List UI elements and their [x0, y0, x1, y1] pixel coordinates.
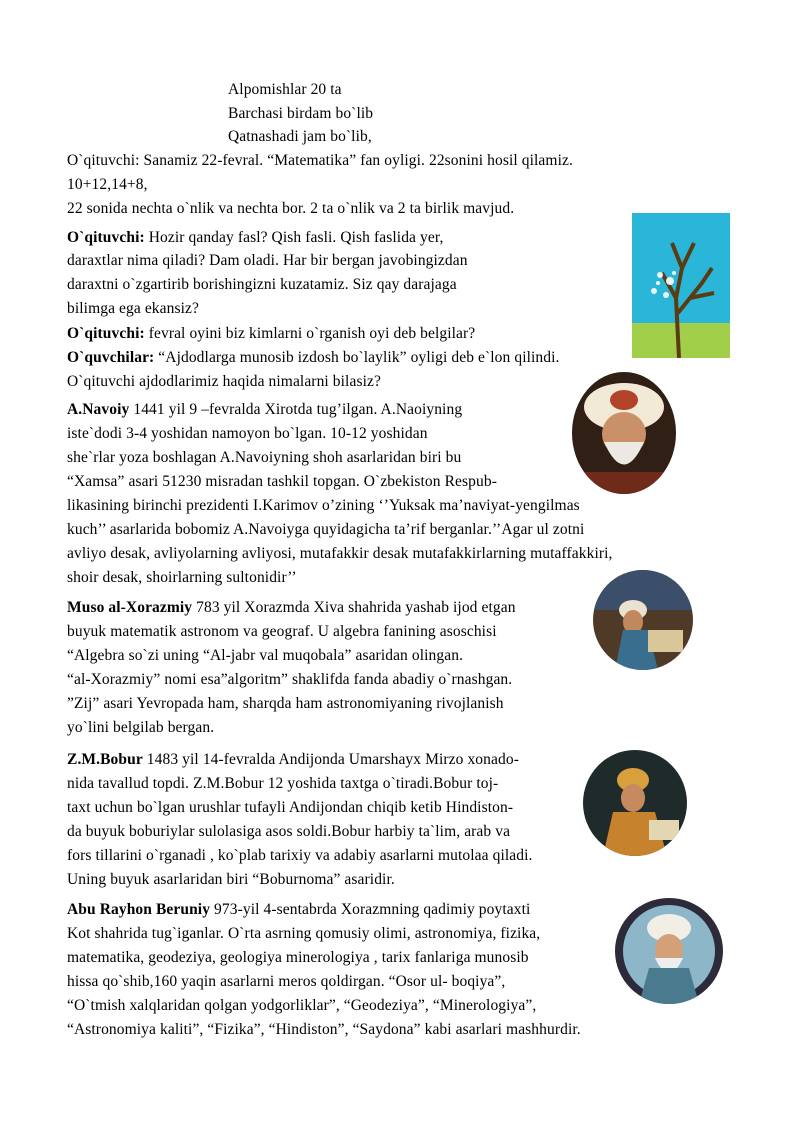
paragraph-line: Uning buyuk asarlaridan biri “Boburnoma” asaridir.: [67, 871, 395, 888]
paragraph-line: matematika, geodeziya, geologiya minerologiya , tarix fanlariga munosib: [67, 949, 529, 966]
tree-image: [632, 213, 730, 358]
paragraph-line: “Xamsa” asari 51230 misradan tashkil topgan. O`zbekiston Respub-: [67, 473, 497, 490]
paragraph-line: she`rlar yoza boshlagan A.Navoiyning shoh asarlaridan biri bu: [67, 449, 462, 466]
paragraph-line: A.Navoiy 1441 yil 9 –fevralda Xirotda tug’ilgan. A.Naoiyning: [67, 401, 463, 418]
paragraph-line: 10+12,14+8,: [67, 176, 148, 193]
paragraph-line: O`quvchilar: “Ajdodlarga munosib izdosh bo`laylik” oyligi deb e`lon qilindi.: [67, 349, 560, 366]
paragraph-line: iste`dodi 3-4 yoshidan namoyon bo`lgan. 10-12 yoshidan: [67, 425, 428, 442]
paragraph-line: taxt uchun bo`lgan urushlar tufayli Andijondan chiqib ketib Hindiston-: [67, 799, 514, 816]
beruniy-portrait: [615, 898, 723, 1004]
poem-line-1: Alpomishlar 20 ta: [228, 81, 342, 98]
speaker-label: O`quvchilar:: [67, 349, 155, 366]
paragraph-line: likasining birinchi prezidenti I.Karimov o’zining ‘’Yuksak ma’naviyat-yengilmas: [67, 497, 580, 514]
paragraph-line: fors tillarini o`rganadi , ko`plab tarixiy va adabiy asarlarni mutolaa qiladi.: [67, 847, 533, 864]
paragraph-line: yo`lini belgilab bergan.: [67, 719, 215, 736]
paragraph-line: O`qituvchi: Sanamiz 22-fevral. “Matematika” fan oyligi. 22sonini hosil qilamiz.: [67, 152, 573, 169]
person-name: A.Navoiy: [67, 401, 130, 418]
paragraph-line: bilimga ega ekansiz?: [67, 300, 199, 317]
paragraph-line: da buyuk boburiylar sulolasiga asos soldi.Bobur harbiy ta`lim, arab va: [67, 823, 511, 840]
poem-line-2: Barchasi birdam bo`lib: [228, 105, 374, 122]
navoiy-portrait: [572, 372, 676, 494]
paragraph-line: Muso al-Xorazmiy 783 yil Xorazmda Xiva shahrida yashab ijod etgan: [67, 599, 516, 616]
xorazmiy-portrait: [593, 570, 693, 670]
paragraph-line: O`qituvchi ajdodlarimiz haqida nimalarni bilasiz?: [67, 373, 381, 390]
paragraph-line: “al-Xorazmiy” nomi esa”algoritm” shaklifda fanda abadiy o`rnashgan.: [67, 671, 513, 688]
paragraph-line: Abu Rayhon Beruniy 973-yil 4-sentabrda Xorazmning qadimiy poytaxti: [67, 901, 531, 918]
paragraph-line: 22 sonida nechta o`nlik va nechta bor. 2 ta o`nlik va 2 ta birlik mavjud.: [67, 200, 515, 217]
speaker-label: O`qituvchi:: [67, 229, 145, 246]
poem-line-3: Qatnashadi jam bo`lib,: [228, 128, 372, 145]
paragraph-line: “Astronomiya kaliti”, “Fizika”, “Hindiston”, “Saydona” kabi asarlari mashhurdir.: [67, 1021, 581, 1038]
paragraph-line: Z.M.Bobur 1483 yil 14-fevralda Andijonda Umarshayx Mirzo xonado-: [67, 751, 519, 768]
paragraph-line: daraxtlar nima qiladi? Dam oladi. Har bir bergan javobingizdan: [67, 252, 468, 269]
paragraph-line: shoir desak, shoirlarning sultonidir’’: [67, 569, 297, 586]
paragraph-line: avliyo desak, avliyolarning avliyosi, mutafakkir desak mutafakkirlarning mutaffakkiri,: [67, 545, 613, 562]
paragraph-line: “O`tmish xalqlaridan qolgan yodgorliklar”, “Geodeziya”, “Minerologiya”,: [67, 997, 537, 1014]
paragraph-line: hissa qo`shib,160 yaqin asarlarni meros qoldirgan. “Osor ul- boqiya”,: [67, 973, 506, 990]
paragraph-line: buyuk matematik astronom va geograf. U algebra fanining asoschisi: [67, 623, 497, 640]
paragraph-line: daraxtni o`zgartirib borishingizni kuzatamiz. Siz qay darajaga: [67, 276, 457, 293]
paragraph-line: O`qituvchi: fevral oyini biz kimlarni o`rganish oyi deb belgilar?: [67, 325, 476, 342]
paragraph-line: “Algebra so`zi uning “Al-jabr val muqobala” asaridan olingan.: [67, 647, 464, 664]
speaker-label: O`qituvchi:: [67, 325, 145, 342]
paragraph-line: nida tavallud topdi. Z.M.Bobur 12 yoshida taxtga o`tiradi.Bobur toj-: [67, 775, 499, 792]
bobur-portrait: [583, 750, 687, 856]
paragraph-line: O`qituvchi: Hozir qanday fasl? Qish fasli. Qish faslida yer,: [67, 229, 444, 246]
paragraph-line: kuch’’ asarlarida bobomiz A.Navoiyga quyidagicha ta’rif berganlar.’’Agar ul zotni: [67, 521, 585, 538]
paragraph-line: ”Zij” asari Yevropada ham, sharqda ham astronomiyaning rivojlanish: [67, 695, 504, 712]
paragraph-line: Kot shahrida tug`iganlar. O`rta asrning qomusiy olimi, astronomiya, fizika,: [67, 925, 541, 942]
person-name: Abu Rayhon Beruniy: [67, 901, 211, 918]
person-name: Muso al-Xorazmiy: [67, 599, 193, 616]
person-name: Z.M.Bobur: [67, 751, 143, 768]
